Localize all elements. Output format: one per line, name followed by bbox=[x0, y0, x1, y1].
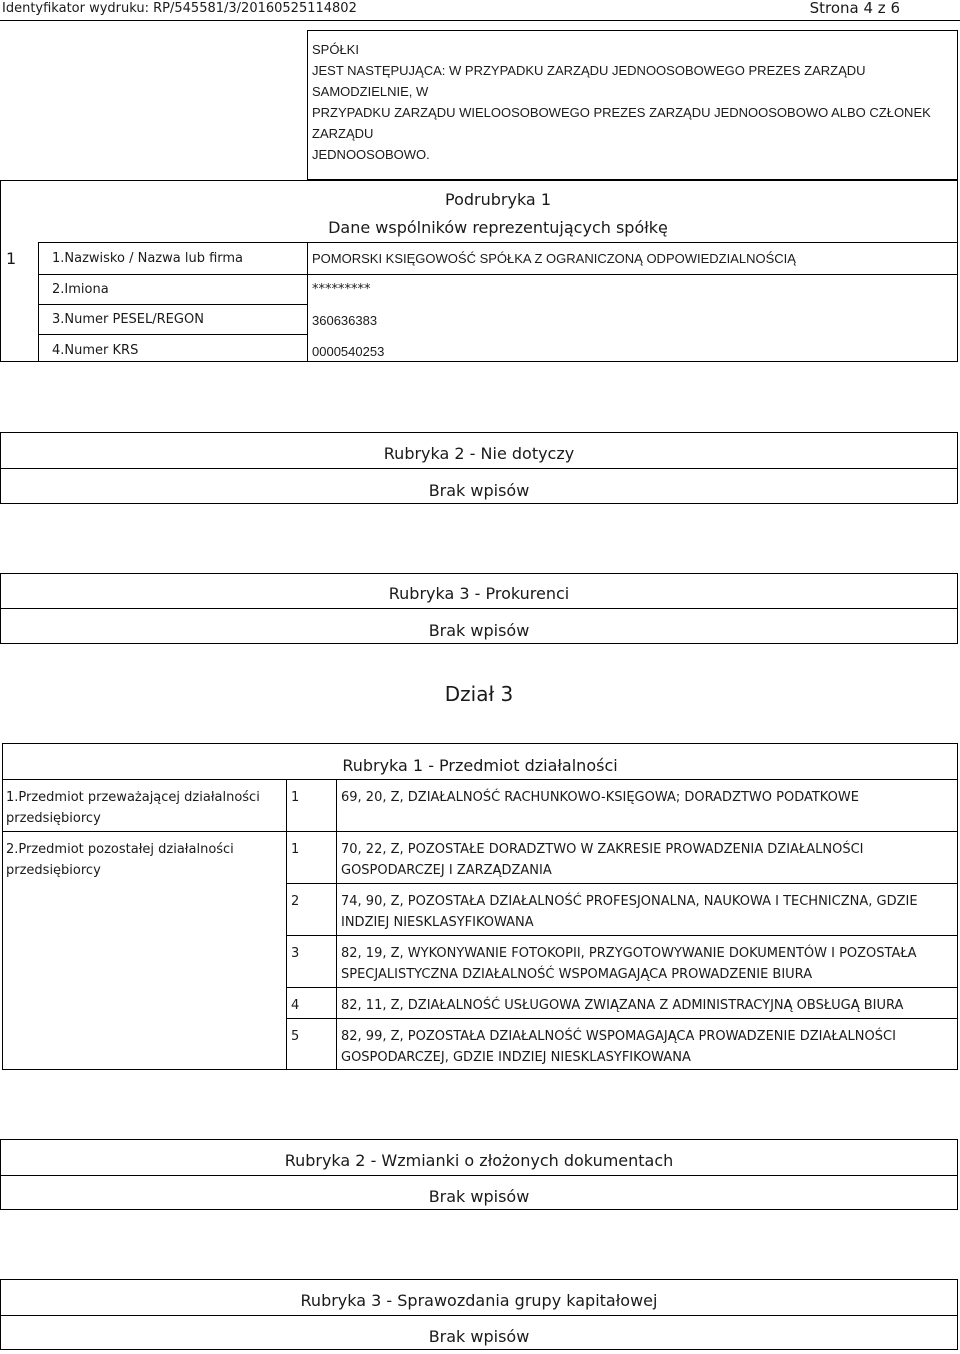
activity-label-divider bbox=[286, 779, 287, 1070]
activity-number-divider bbox=[336, 779, 337, 1070]
header-bar bbox=[0, 0, 960, 21]
rubryka3-entries: Brak wpisów bbox=[428, 621, 530, 640]
field-label-name: 1.Nazwisko / Nazwa lub firma bbox=[52, 251, 244, 266]
note-line: SAMODZIELNIE, W bbox=[312, 84, 429, 99]
rubryka2-title: Rubryka 2 - Nie dotyczy bbox=[383, 444, 575, 463]
main-activity-label-line2: przedsiębiorcy bbox=[6, 811, 101, 826]
activity-text: 70, 22, Z, POZOSTAŁE DORADZTWO W ZAKRESIE PROWADZENIA DZIAŁALNOŚCI bbox=[341, 842, 864, 857]
podrubryka-index: 1 bbox=[6, 249, 17, 268]
activity-number: 3 bbox=[291, 946, 300, 961]
field-value-name: POMORSKI KSIĘGOWOŚĆ SPÓŁKA Z OGRANICZONĄ ODPOWIEDZIALNOŚCIĄ bbox=[312, 251, 796, 266]
activity-row-divider bbox=[286, 1018, 958, 1019]
activity-row-divider bbox=[2, 831, 958, 832]
activity-row-divider bbox=[286, 883, 958, 884]
field-label-krs: 4.Numer KRS bbox=[52, 343, 139, 358]
activity-number: 5 bbox=[291, 1029, 300, 1044]
field-row-divider bbox=[38, 274, 958, 275]
rubryka3-divider bbox=[0, 608, 958, 609]
activity-text: 82, 11, Z, DZIAŁALNOŚĆ USŁUGOWA ZWIĄZANA Z ADMINISTRACYJNĄ OBSŁUGĄ BIURA bbox=[341, 998, 904, 1013]
podrubryka-title: Podrubryka 1 bbox=[445, 190, 551, 209]
group-reports-entries: Brak wpisów bbox=[428, 1327, 530, 1346]
fields-label-divider bbox=[307, 242, 308, 362]
field-label-first-names: 2.Imiona bbox=[52, 282, 109, 297]
print-identifier: Identyfikator wydruku: RP/545581/3/20160525114802 bbox=[2, 1, 357, 16]
rubryka2-entries: Brak wpisów bbox=[428, 481, 530, 500]
group-reports-title: Rubryka 3 - Sprawozdania grupy kapitałowej bbox=[300, 1291, 658, 1310]
activity-text: GOSPODARCZEJ I ZARZĄDZANIA bbox=[341, 863, 552, 878]
other-activity-label-line1: 2.Przedmiot pozostałej działalności bbox=[6, 842, 234, 857]
dzial3-title: Dział 3 bbox=[444, 682, 514, 706]
field-row-divider bbox=[38, 304, 308, 305]
page-number: Strona 4 z 6 bbox=[809, 0, 900, 17]
rubryka3-title: Rubryka 3 - Prokurenci bbox=[388, 584, 570, 603]
documents-divider bbox=[0, 1175, 958, 1176]
field-value-first-names: ********* bbox=[312, 282, 371, 297]
activity-number: 2 bbox=[291, 894, 300, 909]
note-line: JEST NASTĘPUJĄCA: W PRZYPADKU ZARZĄDU JEDNOOSOBOWEGO PREZES ZARZĄDU bbox=[312, 63, 866, 78]
field-row-divider bbox=[38, 334, 308, 335]
note-line: ZARZĄDU bbox=[312, 126, 374, 141]
note-line: PRZYPADKU ZARZĄDU WIELOOSOBOWEGO PREZES ZARZĄDU JEDNOOSOBOWO ALBO CZŁONEK bbox=[312, 105, 931, 120]
other-activity-label-line2: przedsiębiorcy bbox=[6, 863, 101, 878]
activity-text: 82, 19, Z, WYKONYWANIE FOTOKOPII, PRZYGOTOWYWANIE DOKUMENTÓW I POZOSTAŁA bbox=[341, 946, 917, 961]
activity-number: 1 bbox=[291, 790, 300, 805]
activity-text: 69, 20, Z, DZIAŁALNOŚĆ RACHUNKOWO-KSIĘGOWA; DORADZTWO PODATKOWE bbox=[341, 790, 859, 805]
activity-row-divider bbox=[286, 987, 958, 988]
activity-number: 4 bbox=[291, 998, 300, 1013]
activity-text: GOSPODARCZEJ, GDZIE INDZIEJ NIESKLASYFIKOWANA bbox=[341, 1050, 691, 1065]
activity-title: Rubryka 1 - Przedmiot działalności bbox=[342, 756, 618, 775]
documents-entries: Brak wpisów bbox=[428, 1187, 530, 1206]
podrubryka-index-divider bbox=[38, 242, 39, 362]
group-reports-divider bbox=[0, 1315, 958, 1316]
rubryka2-divider bbox=[0, 468, 958, 469]
activity-text: 74, 90, Z, POZOSTAŁA DZIAŁALNOŚĆ PROFESJONALNA, NAUKOWA I TECHNICZNA, GDZIE bbox=[341, 894, 918, 909]
field-value-krs: 0000540253 bbox=[312, 344, 385, 359]
documents-title: Rubryka 2 - Wzmianki o złożonych dokumentach bbox=[284, 1151, 674, 1170]
activity-text: 82, 99, Z, POZOSTAŁA DZIAŁALNOŚĆ WSPOMAGAJĄCA PROWADZENIE DZIAŁALNOŚCI bbox=[341, 1029, 896, 1044]
field-label-pesel-regon: 3.Numer PESEL/REGON bbox=[52, 312, 204, 327]
activity-row-divider bbox=[286, 935, 958, 936]
field-value-pesel-regon: 360636383 bbox=[312, 313, 378, 328]
note-line: JEDNOOSOBOWO. bbox=[312, 147, 430, 162]
podrubryka-header-divider bbox=[38, 242, 958, 243]
podrubryka-subtitle: Dane wspólników reprezentujących spółkę bbox=[328, 218, 668, 237]
activity-text: INDZIEJ NIESKLASYFIKOWANA bbox=[341, 915, 534, 930]
note-line: SPÓŁKI bbox=[312, 42, 359, 57]
activity-header-divider bbox=[2, 779, 958, 780]
activity-number: 1 bbox=[291, 842, 300, 857]
activity-text: SPECJALISTYCZNA DZIAŁALNOŚĆ WSPOMAGAJĄCA PROWADZENIE BIURA bbox=[341, 967, 813, 982]
main-activity-label-line1: 1.Przedmiot przeważającej działalności bbox=[6, 790, 260, 805]
